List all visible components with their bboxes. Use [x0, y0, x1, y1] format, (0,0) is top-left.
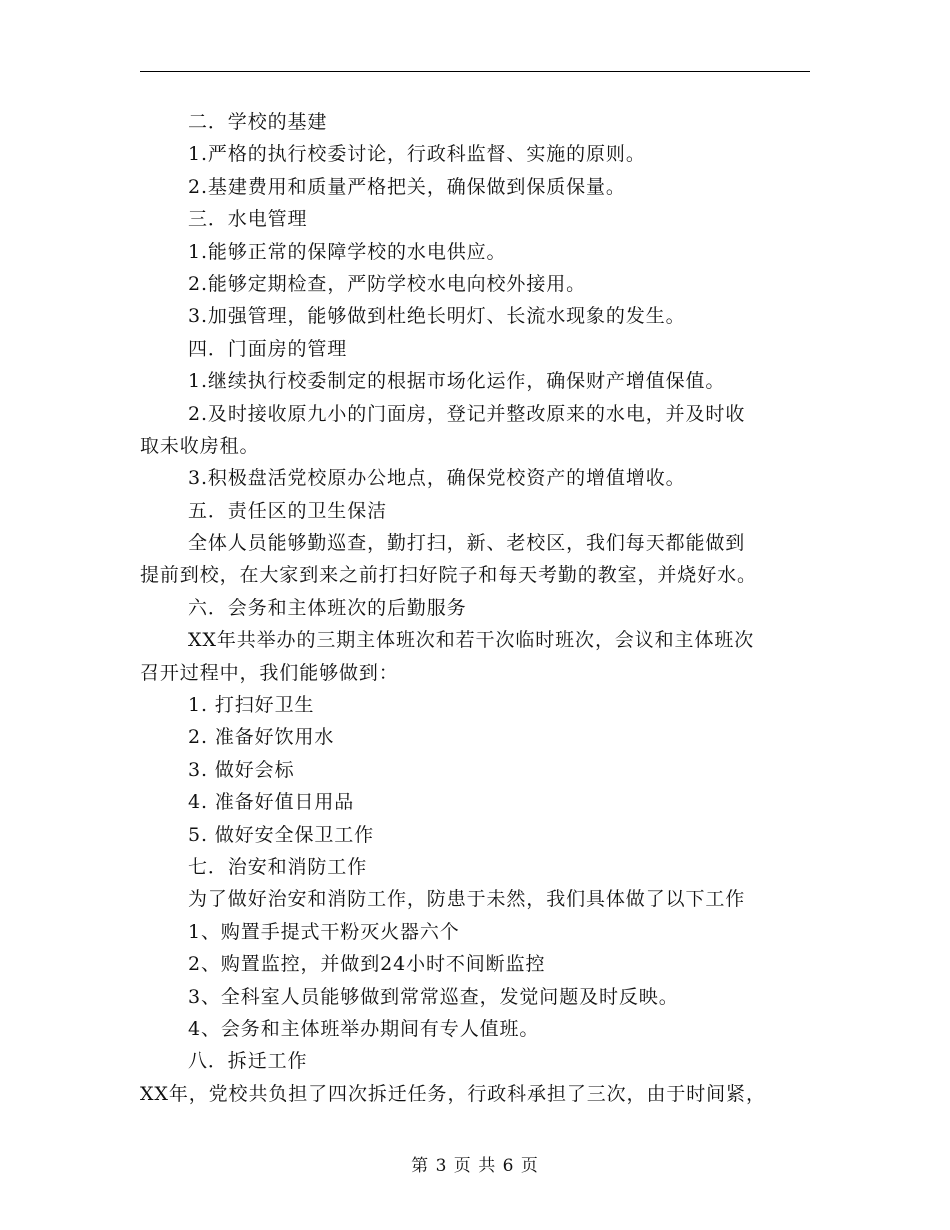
text-line: 4. 准备好值日用品: [188, 791, 355, 814]
text-line: 提前到校，在大家到来之前打扫好院子和每天考勤的教室，并烧好水。: [140, 564, 757, 587]
text-line: 1、购置手提式干粉灭火器六个: [188, 920, 460, 943]
text-line: 1. 打扫好卫生: [188, 694, 315, 717]
text-line: 三．水电管理: [188, 208, 308, 231]
text-line: XX年，党校共负担了四次拆迁任务，行政科承担了三次，由于时间紧，: [140, 1082, 766, 1105]
text-line: 2. 准备好饮用水: [188, 726, 335, 749]
text-line: 4、会务和主体班举办期间有专人值班。: [188, 1017, 540, 1040]
text-line: 1.继续执行校委制定的根据市场化运作，确保财产增值保值。: [188, 370, 726, 393]
text-line: 八．拆迁工作: [188, 1050, 308, 1073]
header-rule: [140, 71, 810, 72]
text-line: 取未收房租。: [140, 434, 260, 457]
page-number-footer: 第 3 页 共 6 页: [411, 1156, 539, 1176]
document-body: [140, 106, 812, 1110]
text-line: 2、购置监控，并做到24小时不间断监控: [188, 953, 546, 976]
text-line: 3、全科室人员能够做到常常巡查，发觉问题及时反映。: [188, 985, 679, 1008]
text-line: 2.及时接收原九小的门面房，登记并整改原来的水电，并及时收: [188, 402, 746, 425]
text-line: 3. 做好会标: [188, 758, 295, 781]
text-line: 2.能够定期检查，严防学校水电向校外接用。: [188, 272, 587, 295]
text-line: 二．学校的基建: [188, 111, 328, 133]
text-line: XX年共举办的三期主体班次和若干次临时班次，会议和主体班次: [188, 629, 755, 652]
text-line: 1.能够正常的保障学校的水电供应。: [188, 240, 507, 263]
text-line: 3.积极盘活党校原办公地点，确保党校资产的增值增收。: [188, 467, 686, 490]
text-line: 2.基建费用和质量严格把关，确保做到保质保量。: [188, 175, 626, 198]
text-line: 全体人员能够勤巡查，勤打扫，新、老校区，我们每天都能做到: [188, 532, 746, 555]
text-line: 召开过程中，我们能够做到：: [140, 661, 399, 684]
text-line: 3.加强管理，能够做到杜绝长明灯、长流水现象的发生。: [188, 305, 686, 328]
text-line: 四．门面房的管理: [188, 337, 348, 360]
text-line: 5. 做好安全保卫工作: [188, 823, 375, 846]
text-line: 六．会务和主体班次的后勤服务: [188, 596, 467, 619]
text-line: 1.严格的执行校委讨论，行政科监督、实施的原则。: [188, 143, 646, 166]
text-line: 五．责任区的卫生保洁: [188, 499, 388, 522]
text-line: 为了做好治安和消防工作，防患于未然，我们具体做了以下工作: [188, 888, 746, 911]
text-line: 七．治安和消防工作: [188, 855, 368, 878]
